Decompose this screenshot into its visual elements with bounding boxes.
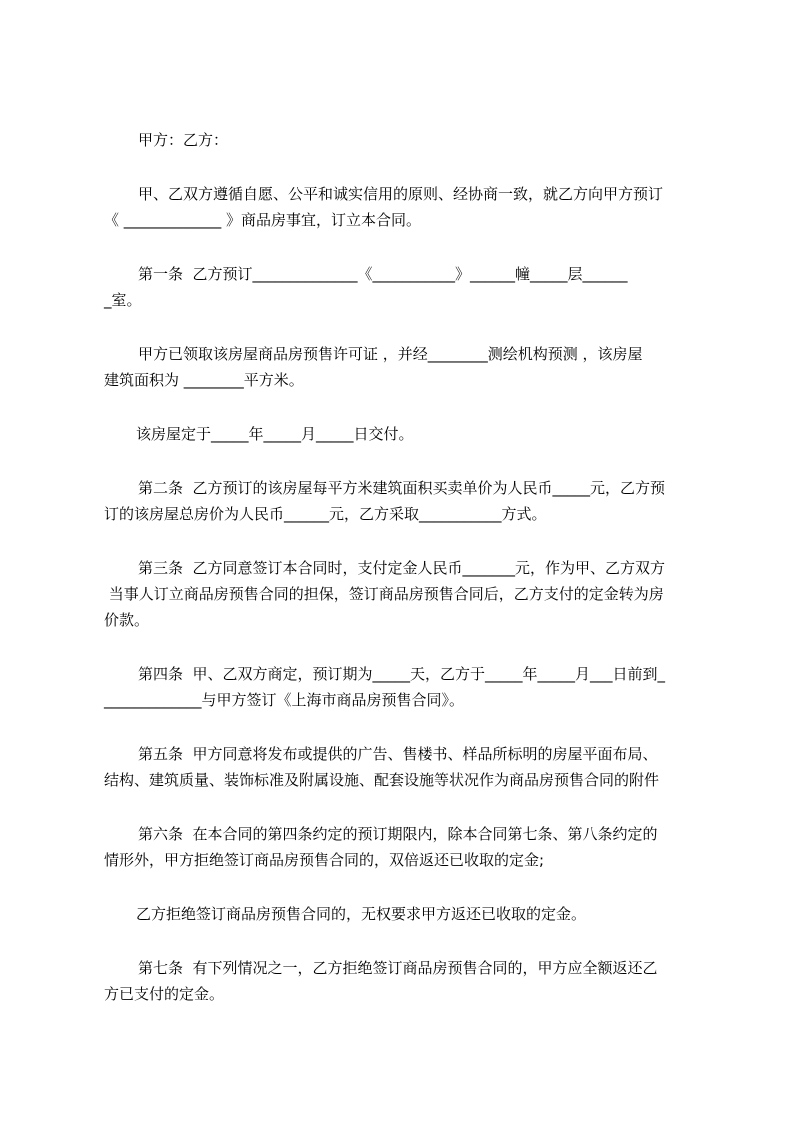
article-3-line-3: 价款。 xyxy=(104,611,150,629)
intro-paragraph-line-1: 甲、乙双方遵循自愿、公平和诚实信用的原则、经协商一致，就乙方向甲方预订 xyxy=(138,185,664,203)
permit-paragraph-line-2: 建筑面积为 ________平方米。 xyxy=(104,371,304,389)
permit-paragraph-line-1: 甲方已领取该房屋商品房预售许可证 ，并经________测绘机构预测 ，该房屋 xyxy=(138,345,643,363)
article-7-line-1: 第七条 有下列情况之一，乙方拒绝签订商品房预售合同的，甲方应全额返还乙 xyxy=(138,959,658,977)
article-7-line-2: 方已支付的定金。 xyxy=(104,985,225,1003)
article-6-line-1: 第六条 在本合同的第四条约定的预订期限内，除本合同第七条、第八条约定的 xyxy=(138,825,658,843)
intro-paragraph-line-2: 《 _____________ 》商品房事宜，订立本合同。 xyxy=(104,211,422,229)
article-6-line-3: 乙方拒绝签订商品房预售合同的，无权要求甲方返还已收取的定金。 xyxy=(136,905,587,923)
article-1-line-2: _室。 xyxy=(104,291,142,309)
article-2-line-1: 第二条 乙方预订的该房屋每平方米建筑面积买卖单价为人民币_____元，乙方预 xyxy=(138,479,666,497)
article-2-line-2: 订的该房屋总房价为人民币______元，乙方采取___________方式。 xyxy=(104,505,547,523)
delivery-date-line: 该房屋定于_____年_____月_____日交付。 xyxy=(136,425,414,443)
article-5-line-2: 结构、建筑质量、装饰标准及附属设施、配套设施等状况作为商品房预售合同的附件 xyxy=(104,771,660,789)
parties-line: 甲方：乙方： xyxy=(138,131,229,149)
article-6-line-2: 情形外，甲方拒绝签订商品房预售合同的，双倍返还已收取的定金; xyxy=(104,851,545,869)
article-3-line-2: 当事人订立商品房预售合同的担保，签订商品房预售合同后，乙方支付的定金转为房 xyxy=(104,585,664,603)
article-3-line-1: 第三条 乙方同意签订本合同时，支付定金人民币_______元，作为甲、乙方双方 xyxy=(138,559,666,577)
article-4-line-1: 第四条 甲、乙双方商定，预订期为_____天，乙方于_____年_____月___日前到_ xyxy=(138,665,666,683)
article-1-line-1: 第一条 乙方预订______________《___________》______幢_____层______ xyxy=(138,265,628,283)
article-4-line-2: _____________与甲方签订《上海市商品房预售合同》。 xyxy=(104,691,465,709)
article-5-line-1: 第五条 甲方同意将发布或提供的广告、售楼书、样品所标明的房屋平面布局、 xyxy=(138,745,658,763)
